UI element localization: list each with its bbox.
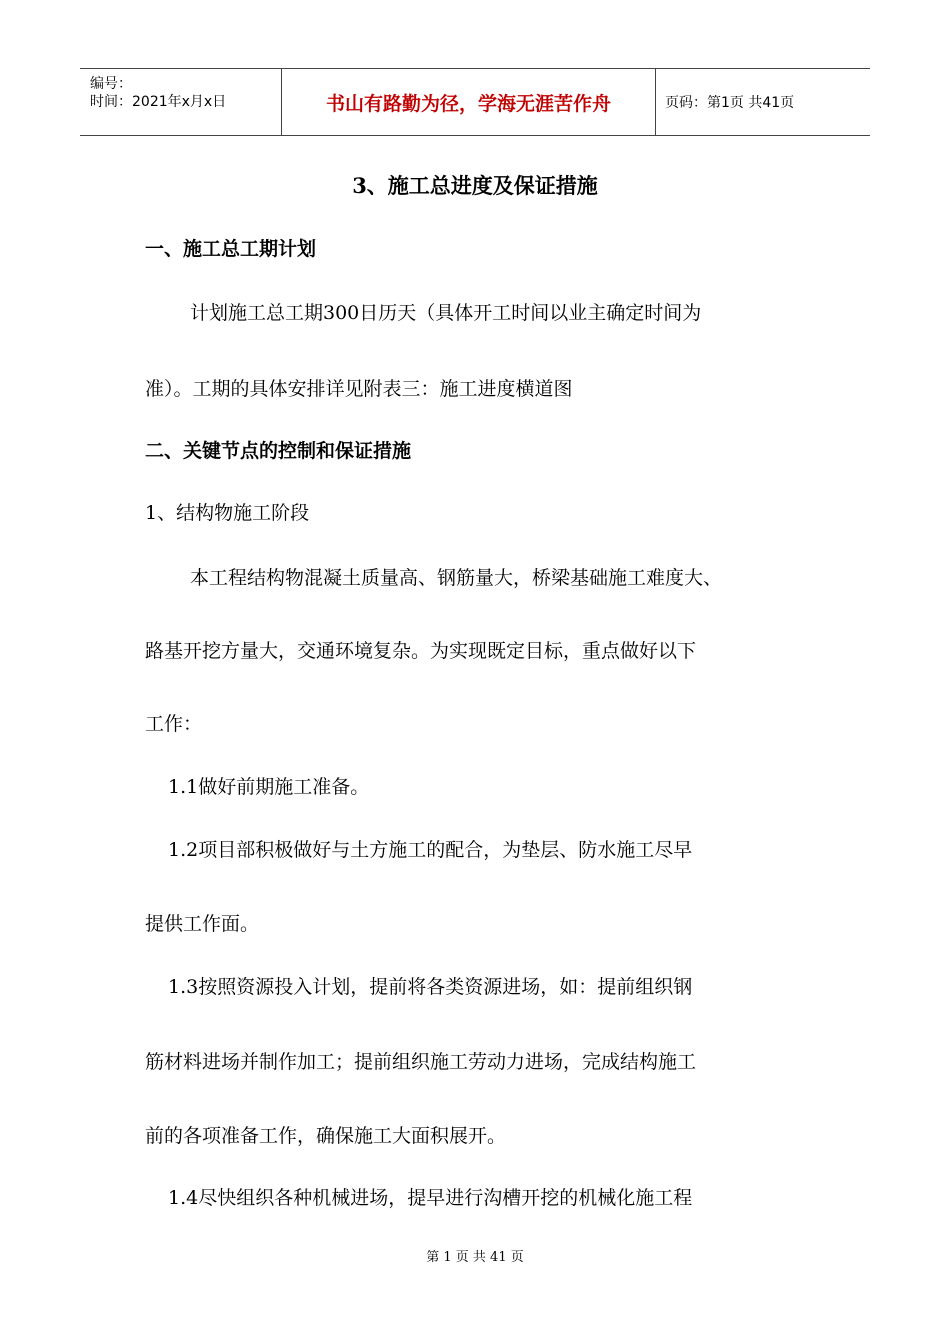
header-page-info: 页码：第1页 共41页 [665, 95, 795, 111]
paragraph-line: 工作： [145, 713, 203, 735]
document-title: 3、施工总进度及保证措施 [352, 173, 598, 198]
header-info-cell [80, 69, 281, 135]
page-header [80, 68, 870, 136]
section-heading-1: 一、施工总工期计划 [145, 238, 317, 260]
page-footer: 第 1 页 共 41 页 [426, 1250, 524, 1265]
paragraph-line: 计划施工总工期300日历天（具体开工时间以业主确定时间为 [190, 302, 702, 324]
section-heading-2: 二、关键节点的控制和保证措施 [145, 440, 412, 462]
document-number-label: 编号： [90, 76, 132, 92]
paragraph-line: 前的各项准备工作，确保施工大面积展开。 [145, 1125, 507, 1147]
list-item: 1.3按照资源投入计划，提前将各类资源进场，如：提前组织钢 [168, 976, 693, 998]
list-item: 1.2项目部积极做好与土方施工的配合，为垫层、防水施工尽早 [168, 839, 693, 861]
subsection-heading: 1、结构物施工阶段 [145, 502, 310, 524]
paragraph-line: 准）。工期的具体安排详见附表三：施工进度横道图 [145, 378, 573, 400]
list-item: 1.4尽快组织各种机械进场，提早进行沟槽开挖的机械化施工程 [168, 1187, 693, 1209]
list-item: 1.1做好前期施工准备。 [168, 776, 370, 798]
paragraph-line: 提供工作面。 [145, 913, 260, 935]
paragraph-line: 筋材料进场并制作加工；提前组织施工劳动力进场，完成结构施工 [145, 1051, 697, 1073]
header-motto: 书山有路勤为径，学海无涯苦作舟 [281, 69, 656, 135]
document-date-label: 时间：2021年x月x日 [90, 94, 227, 110]
paragraph-line: 本工程结构物混凝土质量高、钢筋量大，桥梁基础施工难度大、 [190, 567, 723, 589]
paragraph-line: 路基开挖方量大，交通环境复杂。为实现既定目标，重点做好以下 [145, 640, 697, 662]
